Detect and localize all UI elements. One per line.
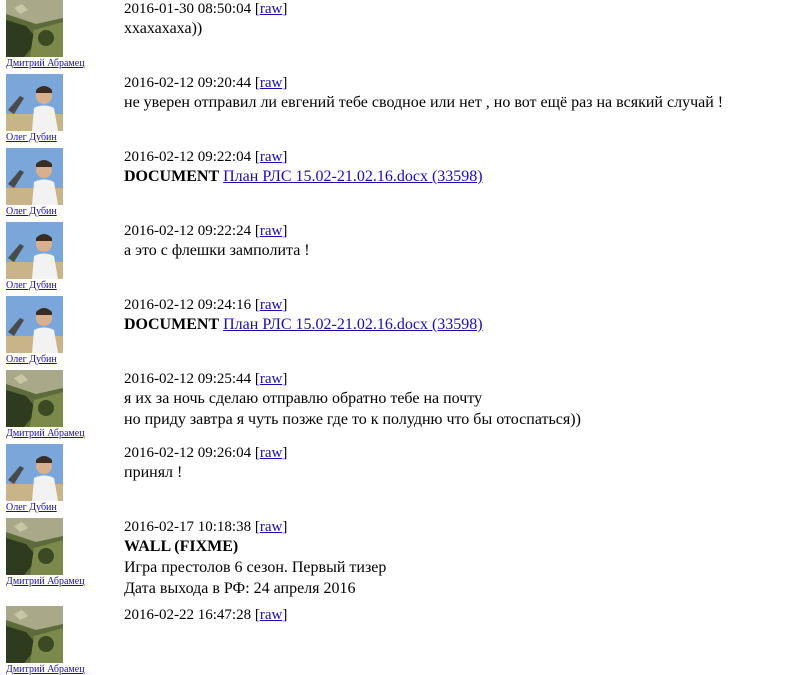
author-block: [6, 222, 96, 291]
message-text: Дата выхода в РФ: 24 апреля 2016: [124, 580, 356, 597]
attachment-type: DOCUMENT: [124, 316, 220, 333]
attachment-type: DOCUMENT: [124, 168, 220, 185]
message-meta: 2016-02-12 09:26:04 [raw]: [124, 445, 288, 461]
raw-link[interactable]: raw: [259, 519, 283, 535]
landscape-avatar: [6, 606, 63, 663]
author-name-link[interactable]: Дмитрий Абрамец: [6, 664, 85, 675]
author-block: [6, 148, 96, 217]
author-block: [6, 74, 96, 143]
timestamp: 2016-02-12 09:26:04: [124, 445, 252, 461]
person-avatar: [6, 148, 63, 205]
timestamp: 2016-02-12 09:24:16: [124, 297, 252, 313]
message-meta: 2016-02-22 16:47:28 [raw]: [124, 607, 288, 623]
person-avatar: [6, 444, 63, 501]
person-avatar: [6, 222, 63, 279]
message-meta: 2016-02-12 09:22:04 [raw]: [124, 149, 288, 165]
author-block: [6, 606, 96, 675]
person-avatar: [6, 74, 63, 131]
message-text: а это с флешки замполита !: [124, 242, 310, 259]
message-body: [124, 148, 794, 187]
timestamp: 2016-02-12 09:20:44: [124, 75, 252, 91]
raw-link[interactable]: raw: [259, 607, 283, 623]
author-block: [6, 296, 96, 365]
document-link[interactable]: План РЛС 15.02-21.02.16.docx (33598): [223, 168, 483, 185]
timestamp: 2016-02-17 10:18:38: [124, 519, 252, 535]
author-block: [6, 370, 96, 439]
timestamp: 2016-02-22 16:47:28: [124, 607, 252, 623]
timestamp: 2016-02-12 09:22:24: [124, 223, 252, 239]
message-body: [124, 444, 794, 483]
message-text: я их за ночь сделаю отправлю обратно тебе на почту: [124, 390, 483, 407]
message-meta: 2016-01-30 08:50:04 [raw]: [124, 1, 288, 17]
attachment-type: WALL (FIXME): [124, 538, 239, 555]
author-name-link[interactable]: Олег Дубин: [6, 132, 57, 143]
landscape-avatar: [6, 370, 63, 427]
raw-link[interactable]: raw: [259, 75, 283, 91]
author-block: [6, 0, 96, 69]
message-meta: 2016-02-12 09:22:24 [raw]: [124, 223, 288, 239]
author-name-link[interactable]: Олег Дубин: [6, 354, 57, 365]
author-name-link[interactable]: Олег Дубин: [6, 280, 57, 291]
message-text: не уверен отправил ли евгений тебе сводное или нет , но вот ещё раз на всякий случай !: [124, 94, 724, 111]
message-text: Игра престолов 6 сезон. Первый тизер: [124, 559, 387, 576]
message-meta: 2016-02-17 10:18:38 [raw]: [124, 519, 288, 535]
raw-link[interactable]: raw: [259, 1, 283, 17]
author-name-link[interactable]: Олег Дубин: [6, 502, 57, 513]
author-block: [6, 518, 96, 587]
timestamp: 2016-02-12 09:22:04: [124, 149, 252, 165]
landscape-avatar: [6, 518, 63, 575]
message-text: ххахахаха)): [124, 20, 203, 37]
message-body: [124, 0, 794, 39]
attachment-line: [124, 166, 794, 187]
raw-link[interactable]: raw: [259, 371, 283, 387]
message-text: принял !: [124, 464, 183, 481]
message-body: [124, 222, 794, 261]
author-name-link[interactable]: Дмитрий Абрамец: [6, 576, 85, 587]
author-name-link[interactable]: Дмитрий Абрамец: [6, 428, 85, 439]
raw-link[interactable]: raw: [259, 149, 283, 165]
document-link[interactable]: План РЛС 15.02-21.02.16.docx (33598): [223, 316, 483, 333]
author-block: [6, 444, 96, 513]
person-avatar: [6, 296, 63, 353]
message-body: [124, 296, 794, 335]
message-meta: 2016-02-12 09:25:44 [raw]: [124, 371, 288, 387]
message-meta: 2016-02-12 09:24:16 [raw]: [124, 297, 288, 313]
timestamp: 2016-01-30 08:50:04: [124, 1, 252, 17]
message-body: [124, 370, 794, 430]
author-name-link[interactable]: Олег Дубин: [6, 206, 57, 217]
raw-link[interactable]: raw: [259, 223, 283, 239]
author-name-link[interactable]: Дмитрий Абрамец: [6, 58, 85, 69]
message-body: [124, 606, 794, 624]
message-text: но приду завтра я чуть позже где то к полудню что бы отоспаться)): [124, 411, 581, 428]
timestamp: 2016-02-12 09:25:44: [124, 371, 252, 387]
attachment-line: [124, 314, 794, 335]
landscape-avatar: [6, 0, 63, 57]
raw-link[interactable]: raw: [259, 445, 283, 461]
message-meta: 2016-02-12 09:20:44 [raw]: [124, 75, 288, 91]
message-body: [124, 518, 794, 599]
raw-link[interactable]: raw: [259, 297, 283, 313]
message-body: [124, 74, 794, 113]
